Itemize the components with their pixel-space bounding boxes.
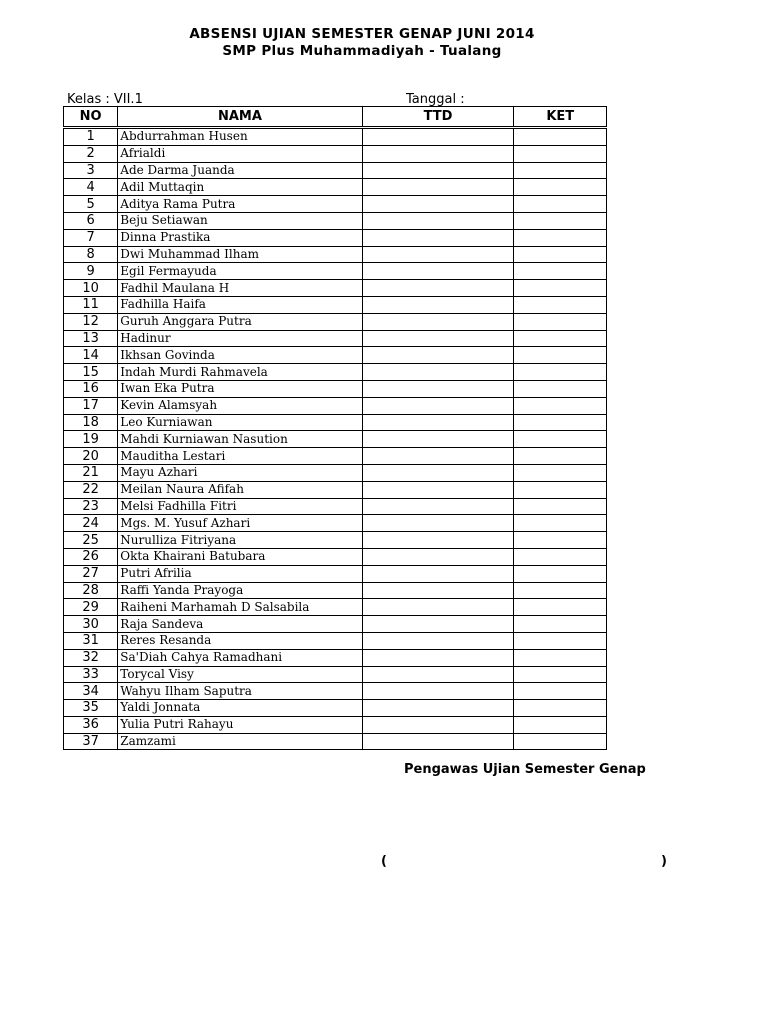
student-name: Nurulliza Fitriyana (118, 532, 362, 549)
signature-cell (362, 364, 514, 381)
remark-cell (514, 448, 607, 465)
table-row (64, 632, 607, 649)
remark-cell (514, 397, 607, 414)
student-name: Hadinur (118, 330, 362, 347)
table-row (64, 683, 607, 700)
remark-cell (514, 414, 607, 431)
student-name: Mayu Azhari (118, 464, 362, 481)
remark-cell (514, 364, 607, 381)
attendance-table (63, 106, 607, 750)
student-name: Mahdi Kurniawan Nasution (118, 431, 362, 448)
signature-cell (362, 498, 514, 515)
row-number: 3 (64, 162, 118, 179)
signature-cell (362, 548, 514, 565)
table-row (64, 582, 607, 599)
student-name: Zamzami (118, 733, 362, 750)
signature-cell (362, 229, 514, 246)
row-number: 9 (64, 263, 118, 280)
remark-cell (514, 548, 607, 565)
header-nama: NAMA (118, 107, 362, 128)
header-no: NO (64, 107, 118, 128)
remark-cell (514, 212, 607, 229)
student-name: Afrialdi (118, 145, 362, 162)
student-name: Yulia Putri Rahayu (118, 716, 362, 733)
row-number: 23 (64, 498, 118, 515)
school-name: SMP Plus Muhammadiyah - Tualang (222, 43, 502, 59)
student-name: Wahyu Ilham Saputra (118, 683, 362, 700)
signature-cell (362, 733, 514, 750)
student-name: Fadhil Maulana H (118, 280, 362, 297)
row-number: 35 (64, 700, 118, 717)
remark-cell (514, 532, 607, 549)
table-row (64, 716, 607, 733)
table-row (64, 263, 607, 280)
row-number: 19 (64, 431, 118, 448)
table-row (64, 313, 607, 330)
row-number: 36 (64, 716, 118, 733)
table-row (64, 649, 607, 666)
table-row (64, 397, 607, 414)
row-number: 31 (64, 632, 118, 649)
signature-cell (362, 599, 514, 616)
student-name: Reres Resanda (118, 632, 362, 649)
table-row (64, 733, 607, 750)
table-row (64, 616, 607, 633)
signature-cell (362, 448, 514, 465)
table-row (64, 481, 607, 498)
student-name: Indah Murdi Rahmavela (118, 364, 362, 381)
signature-paren-open: ( (381, 854, 387, 869)
student-name: Aditya Rama Putra (118, 196, 362, 213)
remark-cell (514, 380, 607, 397)
signature-cell (362, 128, 514, 146)
row-number: 2 (64, 145, 118, 162)
signature-cell (362, 515, 514, 532)
remark-cell (514, 330, 607, 347)
table-row (64, 414, 607, 431)
row-number: 10 (64, 280, 118, 297)
row-number: 12 (64, 313, 118, 330)
remark-cell (514, 431, 607, 448)
header-ket: KET (514, 107, 607, 128)
table-row (64, 700, 607, 717)
signature-cell (362, 582, 514, 599)
student-name: Guruh Anggara Putra (118, 313, 362, 330)
signature-cell (362, 313, 514, 330)
signature-cell (362, 196, 514, 213)
table-row (64, 515, 607, 532)
remark-cell (514, 128, 607, 146)
student-name: Raffi Yanda Prayoga (118, 582, 362, 599)
remark-cell (514, 565, 607, 582)
remark-cell (514, 666, 607, 683)
signature-cell (362, 145, 514, 162)
row-number: 1 (64, 128, 118, 146)
remark-cell (514, 464, 607, 481)
table-row (64, 565, 607, 582)
remark-cell (514, 481, 607, 498)
row-number: 27 (64, 565, 118, 582)
row-number: 21 (64, 464, 118, 481)
remark-cell (514, 196, 607, 213)
date-label: Tanggal : (406, 92, 465, 107)
table-row (64, 532, 607, 549)
signature-cell (362, 397, 514, 414)
signature-cell (362, 649, 514, 666)
signature-cell (362, 632, 514, 649)
student-name: Leo Kurniawan (118, 414, 362, 431)
signature-cell (362, 683, 514, 700)
row-number: 6 (64, 212, 118, 229)
signature-cell (362, 380, 514, 397)
signature-cell (362, 212, 514, 229)
remark-cell (514, 313, 607, 330)
table-row (64, 196, 607, 213)
signature-cell (362, 481, 514, 498)
signature-cell (362, 716, 514, 733)
remark-cell (514, 582, 607, 599)
signature-cell (362, 246, 514, 263)
row-number: 33 (64, 666, 118, 683)
row-number: 14 (64, 347, 118, 364)
student-name: Ade Darma Juanda (118, 162, 362, 179)
student-name: Mauditha Lestari (118, 448, 362, 465)
student-name: Egil Fermayuda (118, 263, 362, 280)
remark-cell (514, 263, 607, 280)
remark-cell (514, 616, 607, 633)
table-row (64, 464, 607, 481)
student-name: Abdurrahman Husen (118, 128, 362, 146)
row-number: 28 (64, 582, 118, 599)
remark-cell (514, 296, 607, 313)
remark-cell (514, 599, 607, 616)
signature-cell (362, 414, 514, 431)
document-title: ABSENSI UJIAN SEMESTER GENAP JUNI 2014 (189, 26, 535, 42)
remark-cell (514, 347, 607, 364)
student-name: Meilan Naura Afifah (118, 481, 362, 498)
signature-cell (362, 666, 514, 683)
row-number: 16 (64, 380, 118, 397)
row-number: 26 (64, 548, 118, 565)
row-number: 24 (64, 515, 118, 532)
table-header-row (64, 107, 607, 128)
table-row (64, 599, 607, 616)
signature-cell (362, 347, 514, 364)
table-row (64, 431, 607, 448)
remark-cell (514, 515, 607, 532)
table-row (64, 296, 607, 313)
row-number: 34 (64, 683, 118, 700)
signature-cell (362, 565, 514, 582)
row-number: 11 (64, 296, 118, 313)
remark-cell (514, 649, 607, 666)
student-name: Iwan Eka Putra (118, 380, 362, 397)
table-row (64, 229, 607, 246)
signature-cell (362, 464, 514, 481)
remark-cell (514, 145, 607, 162)
signature-cell (362, 616, 514, 633)
row-number: 30 (64, 616, 118, 633)
row-number: 20 (64, 448, 118, 465)
signature-cell (362, 162, 514, 179)
class-label: Kelas : VII.1 (67, 92, 143, 107)
student-name: Mgs. M. Yusuf Azhari (118, 515, 362, 532)
student-name: Sa'Diah Cahya Ramadhani (118, 649, 362, 666)
table-row (64, 498, 607, 515)
row-number: 5 (64, 196, 118, 213)
student-name: Ikhsan Govinda (118, 347, 362, 364)
row-number: 15 (64, 364, 118, 381)
row-number: 17 (64, 397, 118, 414)
table-row (64, 246, 607, 263)
student-name: Adil Muttaqin (118, 179, 362, 196)
student-name: Yaldi Jonnata (118, 700, 362, 717)
signature-cell (362, 700, 514, 717)
signature-cell (362, 263, 514, 280)
table-row (64, 145, 607, 162)
signature-cell (362, 330, 514, 347)
remark-cell (514, 733, 607, 750)
signature-cell (362, 431, 514, 448)
remark-cell (514, 246, 607, 263)
student-name: Putri Afrilia (118, 565, 362, 582)
student-name: Fadhilla Haifa (118, 296, 362, 313)
student-name: Kevin Alamsyah (118, 397, 362, 414)
remark-cell (514, 280, 607, 297)
student-name: Beju Setiawan (118, 212, 362, 229)
student-name: Raja Sandeva (118, 616, 362, 633)
table-row (64, 280, 607, 297)
remark-cell (514, 716, 607, 733)
row-number: 25 (64, 532, 118, 549)
signature-cell (362, 532, 514, 549)
signature-paren-close: ) (661, 854, 667, 869)
signature-cell (362, 296, 514, 313)
row-number: 29 (64, 599, 118, 616)
table-row (64, 128, 607, 146)
remark-cell (514, 498, 607, 515)
table-row (64, 162, 607, 179)
row-number: 22 (64, 481, 118, 498)
student-name: Dinna Prastika (118, 229, 362, 246)
row-number: 8 (64, 246, 118, 263)
table-row (64, 212, 607, 229)
table-row (64, 380, 607, 397)
remark-cell (514, 162, 607, 179)
supervisor-label: Pengawas Ujian Semester Genap (404, 762, 646, 777)
table-row (64, 364, 607, 381)
row-number: 7 (64, 229, 118, 246)
remark-cell (514, 683, 607, 700)
row-number: 18 (64, 414, 118, 431)
remark-cell (514, 229, 607, 246)
table-row (64, 179, 607, 196)
row-number: 32 (64, 649, 118, 666)
student-name: Okta Khairani Batubara (118, 548, 362, 565)
signature-cell (362, 179, 514, 196)
student-name: Melsi Fadhilla Fitri (118, 498, 362, 515)
header-ttd: TTD (362, 107, 514, 128)
student-name: Torycal Visy (118, 666, 362, 683)
table-row (64, 448, 607, 465)
row-number: 4 (64, 179, 118, 196)
remark-cell (514, 179, 607, 196)
signature-cell (362, 280, 514, 297)
table-row (64, 347, 607, 364)
table-row (64, 330, 607, 347)
row-number: 13 (64, 330, 118, 347)
row-number: 37 (64, 733, 118, 750)
remark-cell (514, 632, 607, 649)
student-name: Dwi Muhammad Ilham (118, 246, 362, 263)
remark-cell (514, 700, 607, 717)
student-name: Raiheni Marhamah D Salsabila (118, 599, 362, 616)
table-row (64, 548, 607, 565)
table-row (64, 666, 607, 683)
